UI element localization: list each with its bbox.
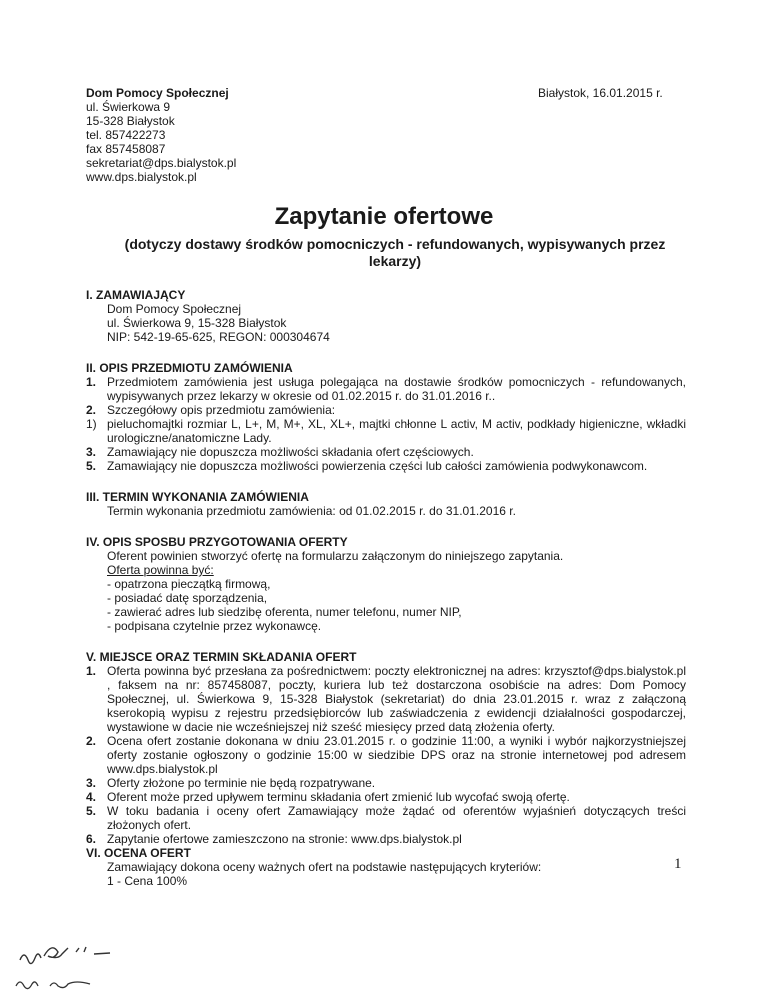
list-item-text: Ocena ofert zostanie dokonana w dniu 23.01.2015 r. o godzinie 11:00, a wyniki i wybór najkorzystniejszej oferty zostanie ogłoszony o godzinie 15:00 w siedzibie DPS oraz na stronie internetowej pod adresem www.dps.bialystok.pl	[107, 734, 686, 776]
list-item	[86, 417, 686, 445]
section-line: - posiadać datę sporządzenia,	[107, 591, 268, 605]
list-item-number: 4.	[86, 790, 97, 804]
section-line: Zamawiający dokona oceny ważnych ofert na podstawie następujących kryteriów:	[107, 860, 542, 874]
list-item-number: 3.	[86, 445, 97, 459]
list-item-number: 1.	[86, 664, 97, 678]
section-termin-wykonania	[86, 490, 686, 518]
sender-street: ul. Świerkowa 9	[86, 100, 171, 114]
list-item	[86, 375, 686, 403]
section-line: Dom Pomocy Społecznej	[107, 302, 242, 316]
section-heading: III. TERMIN WYKONANIA ZAMÓWIENIA	[86, 490, 309, 504]
section-heading: II. OPIS PRZEDMIOTU ZAMÓWIENIA	[86, 361, 293, 375]
section-opis-przedmiotu	[86, 361, 686, 473]
section-heading: I. ZAMAWIAJĄCY	[86, 288, 186, 302]
list-item-number: 5.	[86, 804, 97, 818]
sender-tel: tel. 857422273	[86, 128, 166, 142]
document-body	[86, 288, 686, 888]
place-date: Białystok, 16.01.2015 r.	[538, 86, 663, 100]
list-item	[86, 804, 686, 832]
sender-org: Dom Pomocy Społecznej	[86, 86, 229, 100]
list-item-text: Przedmiotem zamówienia jest usługa polegająca na dostawie środków pomocniczych - refundowanych, wypisywanych przez lekarzy w okresie od 01.02.2015 r. do 31.01.2016 r..	[107, 375, 686, 403]
document-subtitle: (dotyczy dostawy środków pomocniczych - refundowanych, wypisywanych przez lekarzy)	[124, 236, 666, 269]
page-number: 1	[674, 856, 682, 872]
list-item-number: 3.	[86, 776, 97, 790]
list-item-text: Zapytanie ofertowe zamieszczono na stronie: www.dps.bialystok.pl	[107, 832, 462, 846]
list-item-text: Oferta powinna być przesłana za pośrednictwem: poczty elektronicznej na adres: krzysztof@dps.bialystok.pl , faksem na nr: 857458087, poczty, kuriera lub też dostarczona osobiście na adres: Dom Pomocy Społecznej, ul. Świerkowa 9, 15-328 Białystok (sekretariat) do dnia 23.01.2015 r. wraz z załączoną kserokopią wypisu z rejestru przedsiębiorców lub zaświadczenia z ewidencji działalności gospodarczej, wystawione w dacie nie wcześniejszej niż sześć miesięcy przed datą złożenia oferty.	[107, 664, 686, 734]
list-item-number: 1)	[86, 417, 97, 431]
section-sposob-przygotowania	[86, 535, 686, 633]
section-line: 1 - Cena 100%	[107, 874, 188, 888]
section-line: NIP: 542-19-65-625, REGON: 000304674	[107, 330, 330, 344]
sender-city: 15-328 Białystok	[86, 114, 175, 128]
list-item	[86, 776, 686, 790]
section-miejsce-termin	[86, 650, 686, 846]
section-heading: VI. OCENA OFERT	[86, 846, 191, 860]
section-heading: V. MIEJSCE ORAZ TERMIN SKŁADANIA OFERT	[86, 650, 357, 664]
section-ocena-ofert	[86, 846, 686, 888]
section-line: ul. Świerkowa 9, 15-328 Białystok	[107, 316, 287, 330]
section-subheading: Oferta powinna być:	[107, 563, 214, 577]
handwritten-signature	[14, 930, 124, 994]
document-title: Zapytanie ofertowe	[274, 203, 494, 230]
section-line: Termin wykonania przedmiotu zamówienia: od 01.02.2015 r. do 31.01.2016 r.	[107, 504, 516, 518]
list-item-number: 6.	[86, 832, 97, 846]
list-item	[86, 403, 686, 417]
sender-fax: fax 857458087	[86, 142, 166, 156]
list-item-number: 5.	[86, 459, 97, 473]
list-item	[86, 832, 686, 846]
section-zamawiajacy	[86, 288, 686, 344]
sender-www: www.dps.bialystok.pl	[86, 170, 197, 184]
list-item-text: pieluchomajtki rozmiar L, L+, M, M+, XL, XL+, majtki chłonne L activ, M activ, podkłady higieniczne, wkładki urologiczne/anatomiczne Lady.	[107, 417, 686, 445]
list-item	[86, 790, 686, 804]
section-line: Oferent powinien stworzyć ofertę na formularzu załączonym do niniejszego zapytania.	[107, 549, 564, 563]
list-item	[86, 445, 686, 459]
sender-email: sekretariat@dps.bialystok.pl	[86, 156, 237, 170]
section-heading: IV. OPIS SPOSBU PRZYGOTOWANIA OFERTY	[86, 535, 348, 549]
list-item-text: W toku badania i oceny ofert Zamawiający może żądać od oferentów wyjaśnień dotyczących treści złożonych ofert.	[107, 804, 686, 832]
sender-block	[86, 86, 386, 184]
list-item	[86, 664, 686, 734]
section-line: - zawierać adres lub siedzibę oferenta, numer telefonu, numer NIP,	[107, 605, 462, 619]
section-line: - podpisana czytelnie przez wykonawcę.	[107, 619, 322, 633]
list-item-text: Szczegółowy opis przedmiotu zamówienia:	[107, 403, 336, 417]
list-item	[86, 734, 686, 776]
list-item	[86, 459, 686, 473]
list-item-text: Zamawiający nie dopuszcza możliwości składania ofert częściowych.	[107, 445, 474, 459]
list-item-text: Zamawiający nie dopuszcza możliwości powierzenia części lub całości zamówienia podwykonawcom.	[107, 459, 648, 473]
list-item-text: Oferent może przed upływem terminu składania ofert zmienić lub wycofać swoją ofertę.	[107, 790, 570, 804]
list-item-number: 1.	[86, 375, 97, 389]
list-item-text: Oferty złożone po terminie nie będą rozpatrywane.	[107, 776, 376, 790]
section-line: - opatrzona pieczątką firmową,	[107, 577, 271, 591]
list-item-number: 2.	[86, 734, 97, 748]
list-item-number: 2.	[86, 403, 97, 417]
